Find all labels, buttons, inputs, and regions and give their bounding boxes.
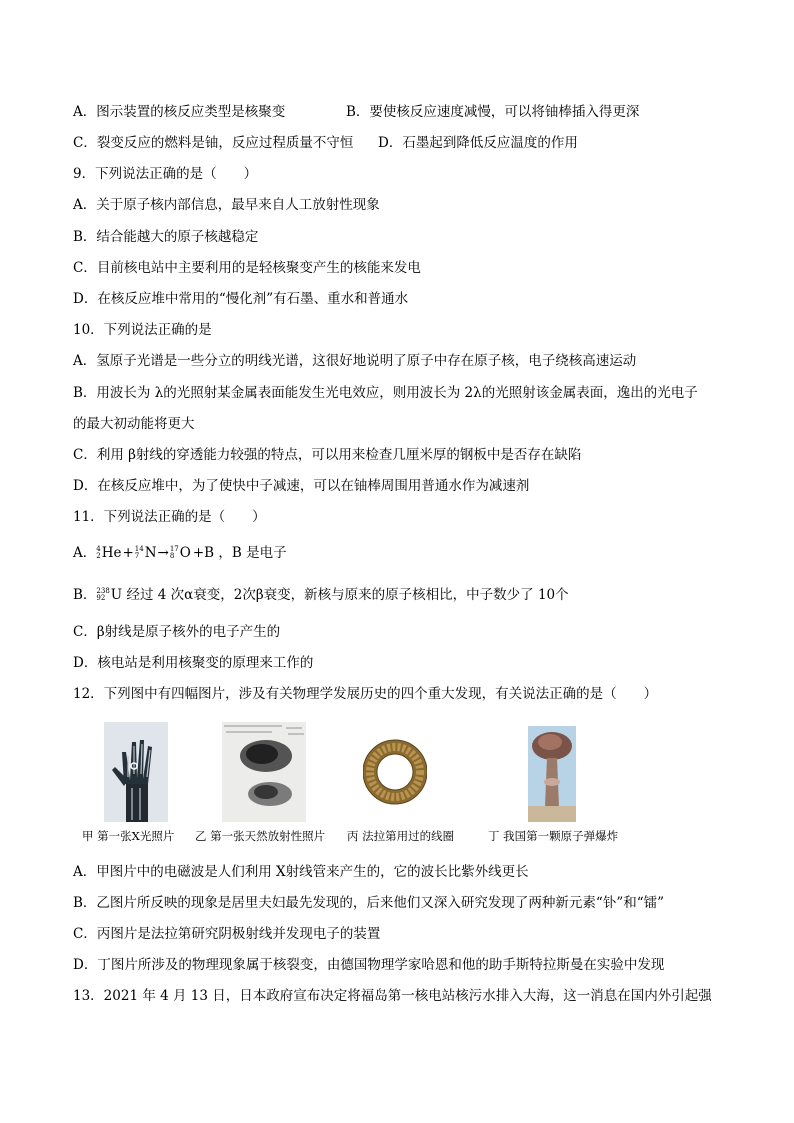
option-d-text: D．石墨起到降低反应温度的作用	[378, 135, 578, 151]
faraday-coil-image	[363, 722, 427, 822]
question-11-option-c: C．β射线是原子核外的电子产生的	[73, 624, 281, 640]
option-a-text: A．图示装置的核反应类型是核聚变	[73, 104, 286, 120]
question-10-option-a: A．氢原子光谱是一些分立的明线光谱，这很好地说明了原子中存在原子核，电子绕核高速运动	[73, 353, 637, 369]
question-12-option-d: D．丁图片所涉及的物理现象属于核裂变，由德国物理学家哈恩和他的助手斯特拉斯曼在实验中发现	[73, 957, 665, 973]
n-nuclide-indices	[135, 546, 144, 560]
question-10-stem: 10．下列说法正确的是	[73, 322, 212, 338]
question-9-option-b: B．结合能越大的原子核越稳定	[73, 229, 259, 245]
n-charge-number: 7	[134, 552, 140, 560]
atomic-bomb-image	[528, 726, 576, 822]
question-10-option-b-line2: 的最大初动能将更大	[73, 416, 195, 432]
question-10-option-d: D．在核反应堆中，为了使快中子减速，可以在铀棒周围用普通水作为减速剂	[73, 478, 530, 494]
n-mass-number: 14	[134, 545, 144, 553]
radioactivity-plate-photo	[222, 722, 306, 822]
caption-ding: 丁 我国第一颗原子弹爆炸	[488, 829, 619, 843]
question-11-stem: 11．下列说法正确的是（ ）	[73, 509, 266, 525]
he-nuclide-indices	[96, 546, 100, 560]
question-12-option-b: B．乙图片所反映的现象是居里夫妇最先发现的，后来他们又深入研究发现了两种新元素“钋”和“镭”	[73, 895, 665, 911]
u-mass-number: 238	[96, 587, 110, 595]
option-label: A．	[73, 545, 97, 561]
n-symbol: N	[144, 545, 157, 561]
arrow-symbol: →	[157, 545, 169, 561]
question-11-option-a	[73, 543, 287, 563]
question-11-option-d: D．核电站是利用核聚变的原理来工作的	[73, 655, 314, 671]
atomic-bomb-photo	[528, 726, 576, 822]
o-mass-number: 17	[169, 545, 179, 553]
he-symbol: He	[101, 545, 122, 561]
option-b-text: B．要使核反应速度减慢，可以将铀棒插入得更深	[346, 104, 640, 120]
u-nuclide-indices	[96, 588, 109, 602]
xray-hand-image	[104, 722, 168, 822]
line-8d	[378, 133, 578, 153]
question-9-stem: 9．下列说法正确的是（ ）	[73, 166, 258, 182]
he-mass-number: 4	[96, 545, 101, 553]
question-12-option-a: A．甲图片中的电磁波是人们利用 X射线管来产生的，它的波长比紫外线更长	[73, 864, 529, 880]
o-symbol: O	[179, 545, 191, 561]
caption-jia: 甲 第一张X光照片	[82, 829, 175, 843]
u-charge-number: 92	[96, 594, 106, 602]
line-8c	[73, 133, 353, 153]
question-12-stem: 12．下列图中有四幅图片，涉及有关物理学发展历史的四个重大发现，有关说法正确的是（ ）	[73, 686, 658, 702]
question-13-stem: 13．2021 年 4 月 13 日，日本政府宣布决定将福岛第一核电站核污水排入大海，这一消息在国内外引起强	[73, 988, 712, 1004]
question-9-option-d: D．在核反应堆中常用的“慢化剂”有石墨、重水和普通水	[73, 291, 409, 307]
o-nuclide-indices	[170, 546, 179, 560]
radioactivity-plate-image	[222, 722, 306, 822]
plus-sign: +	[122, 545, 134, 561]
line-8a	[73, 102, 285, 122]
question-9-option-c: C．目前核电站中主要利用的是轻核聚变产生的核能来发电	[73, 260, 421, 276]
o-charge-number: 8	[169, 552, 175, 560]
xray-hand-photo	[104, 722, 168, 822]
option-a-rest: +B ，B 是电子	[192, 545, 287, 561]
faraday-coil-photo	[363, 722, 427, 822]
question-9-option-a: A．关于原子核内部信息，最早来自人工放射性现象	[73, 197, 380, 213]
option-label: B．	[73, 587, 97, 603]
option-c-text: C．裂变反应的燃料是铀，反应过程质量不守恒	[73, 135, 354, 151]
he-charge-number: 2	[96, 552, 101, 560]
question-10-option-b-line1: B．用波长为 λ的光照射某金属表面能发生光电效应，则用波长为 2λ的光照射该金属表面，逸出的光电子	[73, 385, 698, 401]
question-10-option-c: C．利用 β射线的穿透能力较强的特点，可以用来检查几厘米厚的钢板中是否存在缺陷	[73, 447, 582, 463]
question-12-option-c: C．丙图片是法拉第研究阴极射线并发现电子的装置	[73, 926, 381, 942]
option-b-rest: U 经过 4 次α衰变，2次β衰变，新核与原来的原子核相比，中子数少了 10个	[110, 587, 569, 603]
caption-yi: 乙 第一张天然放射性照片	[195, 829, 326, 843]
question-11-option-b	[73, 585, 569, 605]
line-8b	[346, 102, 639, 122]
caption-bing: 丙 法拉第用过的线圈	[347, 829, 455, 843]
